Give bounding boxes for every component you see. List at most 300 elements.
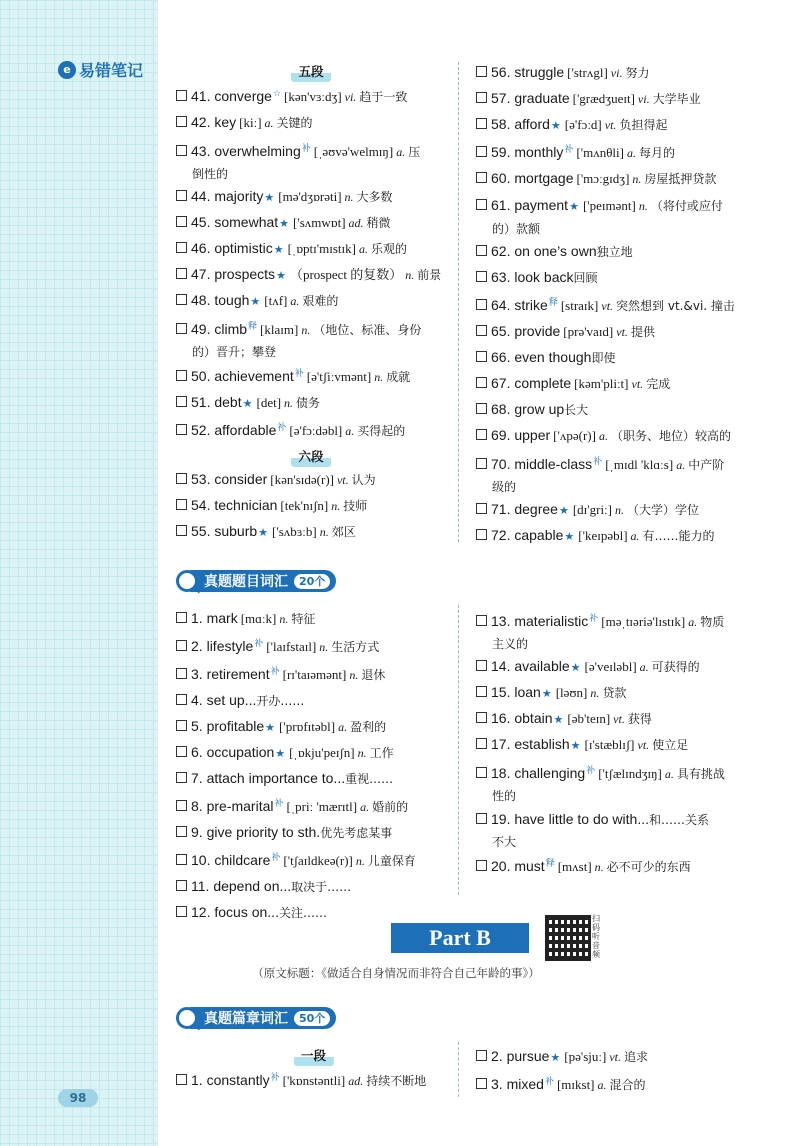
entry-number: 69.	[491, 427, 515, 443]
entry-number: 72.	[491, 527, 515, 543]
checkbox-icon[interactable]	[176, 906, 187, 917]
tag-icon: 释	[248, 322, 258, 332]
checkbox-icon[interactable]	[176, 640, 187, 651]
entry-phonetic: [ˌəʊvə'welmɪŋ]	[313, 144, 394, 159]
checkbox-icon[interactable]	[476, 92, 487, 103]
entry-pos: a.	[597, 1078, 607, 1092]
checkbox-icon[interactable]	[476, 686, 487, 697]
entry-number: 7.	[191, 770, 207, 786]
entry-pos: vt.	[637, 738, 650, 752]
vocab-entry	[476, 606, 776, 634]
entry-phonetic: [məˌtɪəriə'lɪstɪk]	[601, 614, 686, 629]
checkbox-icon[interactable]	[476, 1050, 487, 1061]
entry-number: 17.	[491, 736, 515, 752]
entry-pos: n.	[349, 668, 359, 682]
entry-pos: a.	[598, 429, 608, 443]
vocab-entry	[476, 319, 776, 345]
checkbox-icon[interactable]	[176, 880, 187, 891]
entry-word: payment	[514, 197, 569, 213]
entry-phonetic: [ˌmɪdl 'klɑːs]	[605, 457, 674, 472]
vocab-entry	[176, 874, 451, 900]
vocab-entry	[476, 654, 776, 680]
entry-phonetic: [klaɪm]	[260, 322, 299, 337]
star-icon: ★	[569, 200, 579, 213]
checkbox-icon[interactable]	[476, 615, 487, 626]
vocab-left-column	[176, 606, 451, 926]
entry-meaning: 特征	[291, 612, 316, 626]
checkbox-icon[interactable]	[476, 271, 487, 282]
tag-icon: 补	[586, 766, 596, 776]
entry-phonetic: ['strʌgl]	[567, 65, 608, 80]
column-divider	[458, 605, 459, 895]
entry-word: profitable	[206, 718, 265, 734]
entry-phonetic: [mə'dʒɒrəti]	[278, 189, 342, 204]
entry-list	[476, 1044, 776, 1098]
checkbox-icon[interactable]	[176, 746, 187, 757]
entry-meaning: 开办……	[256, 694, 305, 708]
entry-word: childcare	[214, 852, 271, 868]
vocab-entry	[476, 732, 776, 758]
entry-phonetic: ['sʌbɜːb]	[272, 524, 317, 539]
entry-number: 48.	[191, 292, 215, 308]
entry-meaning-continued: 不大	[492, 835, 517, 849]
checkbox-icon[interactable]	[476, 377, 487, 388]
checkbox-icon[interactable]	[176, 1074, 187, 1085]
tag-icon: 释	[545, 859, 555, 869]
entry-meaning: 郊区	[331, 525, 356, 539]
vocab-entry	[476, 371, 776, 397]
entry-meaning: 关键的	[276, 116, 313, 130]
entry-phonetic: [əb'teɪn]	[567, 711, 611, 726]
entry-pos: n.	[344, 190, 354, 204]
vocab-entry	[176, 314, 446, 342]
vocab-entry	[476, 345, 776, 371]
checkbox-icon[interactable]	[176, 800, 187, 811]
entry-word: prospects	[214, 266, 276, 282]
entry-meaning: 必不可少的东西	[606, 860, 691, 874]
entry-word: degree	[514, 501, 558, 517]
vocab-entry	[176, 416, 446, 444]
vocab-entry	[476, 706, 776, 732]
vocab-right-column	[476, 606, 776, 880]
entry-meaning: 优先考虑某事	[320, 826, 393, 840]
entry-word: on one’s own	[514, 243, 597, 259]
entry-number: 3.	[191, 666, 207, 682]
entry-phonetic: ['kɒnstəntli]	[282, 1073, 346, 1088]
checkbox-icon[interactable]	[176, 612, 187, 623]
checkbox-icon[interactable]	[176, 294, 187, 305]
entry-word: mixed	[506, 1076, 544, 1092]
entry-word: grow up	[514, 401, 565, 417]
entry-word: majority	[214, 188, 264, 204]
passage-count-badge: 50个	[294, 1011, 330, 1026]
entry-word: constantly	[206, 1072, 270, 1088]
entry-word: establish	[514, 736, 570, 752]
entry-number: 56.	[491, 64, 515, 80]
entry-phonetic: [kən'vɜːdʒ]	[284, 89, 342, 104]
entry-phonetic: [mʌst]	[557, 859, 592, 874]
vocab-entry	[176, 846, 451, 874]
checkbox-icon[interactable]	[476, 403, 487, 414]
entry-meaning: 中产阶	[688, 458, 725, 472]
tag-icon: 释	[548, 298, 558, 308]
star-icon: ★	[570, 661, 581, 674]
entry-meaning: 取决于……	[291, 880, 352, 894]
column-divider	[458, 1042, 459, 1097]
entry-meaning: 获得	[627, 712, 652, 726]
brand-logo	[58, 58, 143, 81]
entry-meaning: 混合的	[609, 1078, 646, 1092]
entry-meaning: 艰难的	[302, 294, 339, 308]
tag-icon: 补	[544, 1077, 554, 1087]
entry-pos: vt.	[336, 473, 349, 487]
vocab-entry	[476, 265, 776, 291]
entry-meaning: 儿童保育	[367, 854, 416, 868]
checkbox-icon[interactable]	[476, 660, 487, 671]
checkbox-icon[interactable]	[176, 216, 187, 227]
vocab-entry	[476, 423, 776, 449]
entry-number: 42.	[191, 114, 215, 130]
entry-word: set up...	[206, 692, 257, 708]
entry-number: 47.	[191, 266, 215, 282]
entry-pos: a.	[358, 242, 368, 256]
vocab-entry	[176, 1066, 451, 1094]
entry-number: 59.	[491, 144, 515, 160]
tag-icon: 补	[270, 667, 280, 677]
entry-number: 52.	[191, 422, 215, 438]
star-icon: ★	[276, 269, 286, 282]
entry-word: mortgage	[514, 170, 574, 186]
entry-number: 61.	[491, 197, 515, 213]
entry-number: 70.	[491, 456, 515, 472]
entry-meaning: 大学毕业	[652, 92, 701, 106]
entry-word: consider	[214, 471, 268, 487]
entry-word: pre-marital	[206, 798, 274, 814]
top-right-column	[476, 60, 776, 549]
entry-phonetic: ['tʃælɪndʒɪŋ]	[598, 766, 662, 781]
entry-number: 45.	[191, 214, 215, 230]
entry-word: challenging	[514, 765, 586, 781]
entry-number: 58.	[491, 116, 515, 132]
entry-meaning: 前景	[417, 268, 442, 282]
entry-number: 57.	[491, 90, 515, 106]
checkbox-icon[interactable]	[476, 429, 487, 440]
entry-phonetic: [ˌɒkju'peɪʃn]	[289, 745, 355, 760]
entry-phonetic: [det]	[256, 395, 282, 410]
checkbox-icon[interactable]	[476, 712, 487, 723]
entry-number: 71.	[491, 501, 515, 517]
entry-phonetic: （prospect 的复数）	[289, 267, 403, 282]
entry-phonetic: [ləʊn]	[555, 685, 588, 700]
checkbox-icon[interactable]	[476, 299, 487, 310]
entry-meaning: （职务、地位）较高的	[610, 429, 731, 443]
tag-icon: 补	[270, 1073, 280, 1083]
checkbox-icon[interactable]	[476, 860, 487, 871]
entry-word: overwhelming	[214, 143, 301, 159]
entry-number: 54.	[191, 497, 215, 513]
entry-word: struggle	[514, 64, 565, 80]
entry-phonetic: [dɪ'griː]	[572, 502, 612, 517]
checkbox-icon[interactable]	[176, 370, 187, 381]
entry-meaning: 房屋抵押贷款	[644, 172, 717, 186]
checkbox-icon[interactable]	[476, 458, 487, 469]
entry-word: monthly	[514, 144, 564, 160]
entry-number: 53.	[191, 471, 215, 487]
entry-pos: n.	[284, 396, 294, 410]
vocab-entry	[476, 1044, 776, 1070]
entry-word: technician	[214, 497, 278, 513]
entry-phonetic: ['mɔːgɪdʒ]	[576, 171, 630, 186]
checkbox-icon[interactable]	[176, 772, 187, 783]
entry-number: 8.	[191, 798, 207, 814]
checkbox-icon[interactable]	[476, 172, 487, 183]
star-icon: ★	[279, 217, 290, 230]
vocab-entry	[476, 523, 776, 549]
entry-meaning: 工作	[369, 746, 394, 760]
entry-number: 12.	[191, 904, 215, 920]
entry-number: 49.	[191, 321, 215, 337]
entry-number: 18.	[491, 765, 515, 781]
entry-word: tough	[214, 292, 250, 308]
checkbox-icon[interactable]	[176, 90, 187, 101]
checkbox-icon[interactable]	[476, 118, 487, 129]
entry-pos: n.	[331, 499, 341, 513]
entry-pos: a.	[639, 660, 649, 674]
entry-meaning: 持续不断地	[366, 1074, 427, 1088]
entry-number: 64.	[491, 297, 515, 313]
entry-word: have little to do with...	[514, 811, 649, 827]
tag-icon: 补	[271, 853, 281, 863]
entry-pos: n.	[615, 503, 624, 517]
qr-caption: 扫码听音频	[592, 914, 600, 959]
vocab-entry	[176, 136, 446, 164]
star-icon: ★	[264, 191, 275, 204]
entry-word: converge	[214, 88, 272, 104]
entry-phonetic: [pə'sjuː]	[564, 1049, 607, 1064]
entry-list	[176, 606, 451, 926]
entry-meaning: 即使	[591, 351, 616, 365]
checkbox-icon[interactable]	[176, 116, 187, 127]
vocab-entry	[476, 291, 776, 319]
entry-phonetic: ['ʌpə(r)]	[553, 428, 596, 443]
entry-number: 3.	[491, 1076, 507, 1092]
entry-pos: n.	[355, 854, 365, 868]
entry-word: suburb	[214, 523, 258, 539]
checkbox-icon[interactable]	[176, 323, 187, 334]
star-icon: ★	[250, 295, 261, 308]
entry-word: upper	[514, 427, 551, 443]
entry-pos: a.	[345, 424, 355, 438]
checkbox-icon[interactable]	[176, 268, 187, 279]
checkbox-icon[interactable]	[176, 694, 187, 705]
column-divider	[458, 62, 459, 542]
vocab-entry	[176, 210, 446, 236]
checkbox-icon[interactable]	[476, 738, 487, 749]
entry-phonetic: ['prɒfɪtəbl]	[279, 719, 336, 734]
tag-icon: 补	[254, 639, 264, 649]
entry-number: 46.	[191, 240, 215, 256]
entry-meaning: 婚前的	[372, 800, 409, 814]
entry-number: 20.	[491, 858, 515, 874]
checkbox-icon[interactable]	[176, 720, 187, 731]
checkbox-icon[interactable]	[476, 503, 487, 514]
entry-meaning: 认为	[351, 473, 376, 487]
entry-meaning: 负担得起	[619, 118, 668, 132]
entry-meaning: 乐观的	[370, 242, 407, 256]
checkbox-icon[interactable]	[176, 525, 187, 536]
entry-phonetic: [mɑːk]	[240, 611, 277, 626]
entry-phonetic: [tʌf]	[264, 293, 288, 308]
entry-phonetic: [straɪk]	[560, 298, 599, 313]
checkbox-icon[interactable]	[176, 473, 187, 484]
tag-icon: 补	[301, 144, 311, 154]
entry-word: capable	[514, 527, 564, 543]
checkbox-icon[interactable]	[176, 854, 187, 865]
entry-number: 2.	[491, 1048, 507, 1064]
entry-number: 15.	[491, 684, 515, 700]
entry-pos: n.	[632, 172, 642, 186]
entry-phonetic: [prə'vaɪd]	[563, 324, 614, 339]
checkbox-icon[interactable]	[176, 145, 187, 156]
vocab-entry	[476, 86, 776, 112]
entry-word: depend on...	[213, 878, 292, 894]
vocab-entry	[476, 192, 776, 219]
vocab-entry	[476, 758, 776, 786]
entry-number: 55.	[191, 523, 215, 539]
entry-word: complete	[514, 375, 572, 391]
vocab-entry	[476, 397, 776, 423]
entry-word: look back	[514, 269, 574, 285]
star-icon: ★	[242, 397, 253, 410]
entry-word: lifestyle	[206, 638, 254, 654]
checkbox-icon[interactable]	[476, 529, 487, 540]
entry-meaning: 长大	[564, 403, 589, 417]
entry-meaning-continued: 性的	[492, 789, 517, 803]
entry-word: affordable	[214, 422, 277, 438]
entry-number: 66.	[491, 349, 515, 365]
qr-code-icon[interactable]	[545, 915, 591, 961]
source-title-note: （原文标题：《做适合自身情况而非符合自己年龄的事》）	[252, 966, 540, 980]
star-icon: ★	[553, 713, 564, 726]
entry-word: provide	[514, 323, 561, 339]
entry-pos: n.	[405, 268, 415, 282]
checkbox-icon[interactable]	[476, 351, 487, 362]
entry-word: materialistic	[514, 613, 589, 629]
star-icon: ★	[570, 739, 581, 752]
entry-meaning: 压	[408, 145, 421, 159]
checkbox-icon[interactable]	[176, 499, 187, 510]
vocab-entry	[176, 766, 451, 792]
entry-meaning: 提供	[630, 325, 655, 339]
checkbox-icon[interactable]	[476, 325, 487, 336]
entry-pos: n.	[301, 323, 311, 337]
checkbox-icon[interactable]	[176, 424, 187, 435]
checkbox-icon[interactable]	[476, 1078, 487, 1089]
checkbox-icon[interactable]	[176, 242, 187, 253]
entry-meaning: 物质	[700, 615, 725, 629]
entry-list	[476, 60, 776, 549]
entry-word: retirement	[206, 666, 270, 682]
star-icon: ★	[265, 721, 276, 734]
passage-section-title: 真题篇章词汇	[204, 1011, 288, 1027]
entry-word: key	[214, 114, 237, 130]
checkbox-icon[interactable]	[476, 199, 487, 210]
checkbox-icon[interactable]	[476, 66, 487, 77]
entry-pos: vt.	[613, 712, 625, 726]
magnifier-icon	[176, 570, 198, 592]
vocab-entry	[176, 467, 446, 493]
entry-meaning: 有……能力的	[642, 529, 715, 543]
entry-meaning: 生活方式	[331, 640, 380, 654]
entry-phonetic: [ˌɒptɪ'mɪstɪk]	[287, 241, 356, 256]
vocab-entry	[176, 184, 446, 210]
entry-number: 62.	[491, 243, 515, 259]
checkbox-icon[interactable]	[176, 668, 187, 679]
checkbox-icon[interactable]	[176, 396, 187, 407]
entry-meaning: （地位、标准、身份	[313, 323, 422, 337]
star-icon: ★	[258, 526, 269, 539]
entry-pos: n.	[279, 612, 289, 626]
tag-icon: ☆	[272, 89, 282, 99]
entry-meaning: 趋于一致	[359, 90, 408, 104]
entry-pos: ad.	[348, 216, 364, 230]
entry-meaning: （将付或应付	[650, 199, 723, 213]
vocab-entry	[176, 740, 451, 766]
checkbox-icon[interactable]	[476, 146, 487, 157]
checkbox-icon[interactable]	[176, 826, 187, 837]
entry-pos: vi.	[344, 90, 357, 104]
vocab-entry	[176, 262, 446, 288]
entry-pos: vt.	[631, 377, 644, 391]
vocab-entry	[176, 362, 446, 390]
entry-phonetic: [rɪ'taɪəmənt]	[282, 667, 347, 682]
page-number: 98	[58, 1089, 98, 1107]
section-label-6: 六段	[291, 447, 331, 467]
entry-word: debt	[214, 394, 242, 410]
brand-name: 易错笔记	[79, 61, 144, 80]
entry-pos: vt.	[604, 118, 617, 132]
entry-word: available	[514, 658, 570, 674]
entry-number: 68.	[491, 401, 515, 417]
entry-number: 6.	[191, 744, 207, 760]
checkbox-icon[interactable]	[476, 813, 487, 824]
vocab-entry	[476, 166, 776, 192]
checkbox-icon[interactable]	[176, 190, 187, 201]
checkbox-icon[interactable]	[476, 245, 487, 256]
entry-phonetic: ['sʌmwɒt]	[293, 215, 346, 230]
entry-word: mark	[206, 610, 238, 626]
entry-phonetic: [ə'veɪləbl]	[584, 659, 637, 674]
entry-meaning-continued: 级的	[492, 480, 517, 494]
vocab-entry	[176, 493, 446, 519]
checkbox-icon[interactable]	[476, 767, 487, 778]
vocab-entry	[176, 632, 451, 660]
entry-phonetic: [tek'nɪʃn]	[280, 498, 329, 513]
entry-pos: vt.	[616, 325, 628, 339]
entry-phonetic: [ə'fɔːd]	[564, 117, 602, 132]
entry-meaning: 追求	[624, 1050, 649, 1064]
vocab-entry	[176, 82, 446, 110]
entry-phonetic: ['tʃaɪldkeə(r)]	[283, 853, 353, 868]
entry-phonetic: [kəm'pliːt]	[574, 376, 629, 391]
entry-phonetic: ['mʌnθli]	[576, 145, 624, 160]
entry-pos: n.	[594, 860, 604, 874]
entry-meaning: 每月的	[638, 146, 675, 160]
entry-number: 19.	[491, 811, 515, 827]
entry-meaning: 突然想到 vt.&vi. 撞击	[616, 299, 735, 313]
entry-phonetic: [ə'tʃiːvmənt]	[306, 369, 372, 384]
entry-meaning: 盈利的	[350, 720, 387, 734]
